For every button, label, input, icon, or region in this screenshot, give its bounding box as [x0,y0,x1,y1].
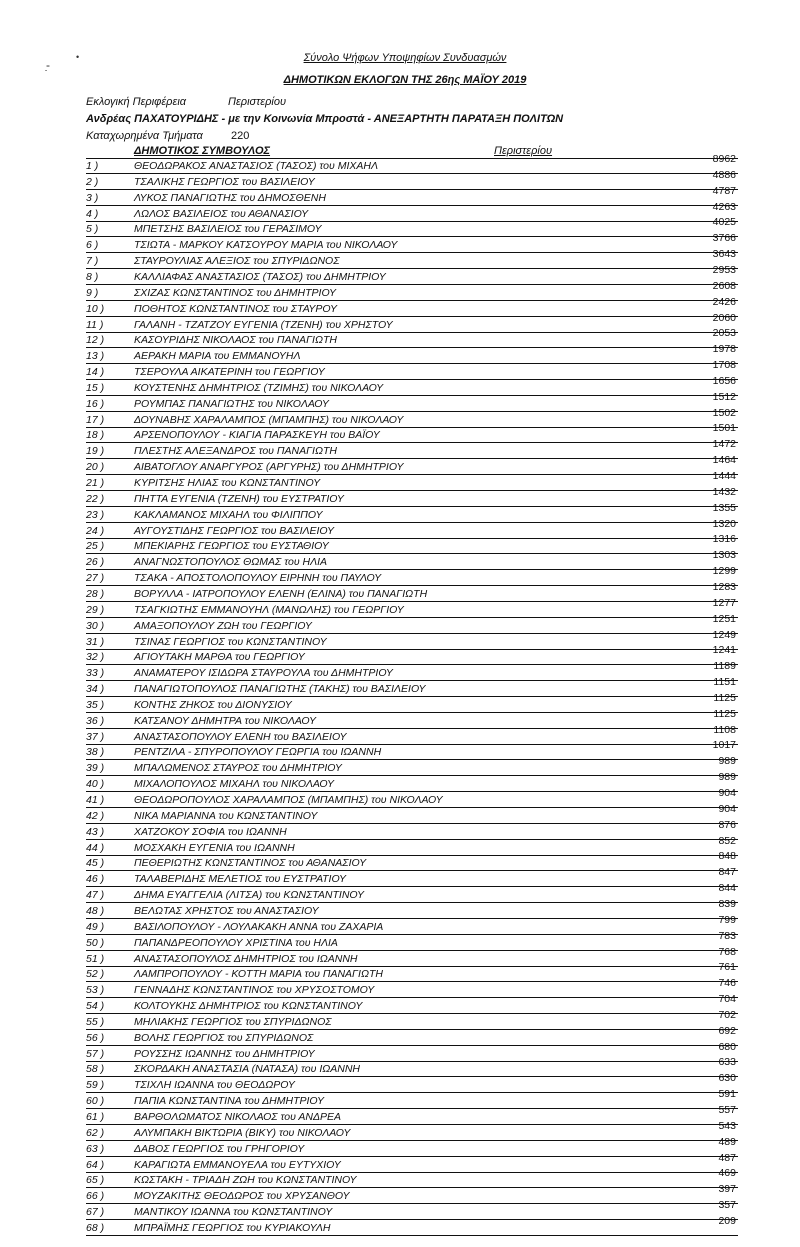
row-rank: 49 ) [86,920,105,933]
row-rank: 64 ) [86,1158,105,1171]
vote-count: 1978 [712,343,736,356]
vote-count: 989 [718,771,736,784]
vote-count: 4787 [712,184,736,197]
table-row [86,327,738,348]
table-row [86,248,738,269]
table-row [86,279,738,301]
row-rank: 43 ) [86,825,105,838]
vote-count: 1444 [712,470,736,482]
vote-count: 1125 [713,707,736,720]
sections-label: Καταχωρημένα Τμήματα [86,130,203,142]
candidate-name: ΤΣΑΛΙΚΗΣ ΓΕΩΡΓΙΟΣ του ΒΑΣΙΛΕΙΟΥ [134,175,315,188]
table-row [86,1199,738,1220]
candidate-name: ΑΥΓΟΥΣΤΙΔΗΣ ΓΕΩΡΓΙΟΣ του ΒΑΣΙΛΕΙΟΥ [134,524,335,537]
row-rank: 59 ) [86,1079,105,1092]
candidate-name: ΚΑΣΟΥΡΙΔΗΣ ΝΙΚΟΛΑΟΣ του ΠΑΝΑΓΙΩΤΗ [134,334,337,347]
row-rank: 57 ) [86,1047,105,1060]
candidate-name: ΚΑΤΣΑΝΟΥ ΔΗΜΗΤΡΑ του ΝΙΚΟΛΑΟΥ [134,714,316,727]
vote-count: 1432 [712,485,736,498]
candidate-name: ΠΕΘΕΡΙΩΤΗΣ ΚΩΝΣΤΑΝΤΙΝΟΣ του ΑΘΑΝΑΣΙΟΥ [134,857,367,870]
row-rank: 62 ) [86,1126,105,1139]
candidate-name: ΚΟΥΣΤΕΝΗΣ ΔΗΜΗΤΡΙΟΣ (ΤΖΙΜΗΣ) του ΝΙΚΟΛΑΟΥ [134,381,384,394]
vote-count: 1249 [712,628,736,641]
row-rank: 5 ) [86,223,99,236]
candidate-name: ΛΑΜΠΡΟΠΟΥΛΟΥ - ΚΟΤΤΗ ΜΑΡΙΑ του ΠΑΝΑΓΙΩΤΗ [134,968,383,981]
vote-count: 2053 [712,327,736,340]
vote-count: 469 [718,1167,736,1180]
candidate-name: ΚΩΣΤΑΚΗ - ΤΡΙΑΔΗ ΖΩΗ του ΚΩΝΣΤΑΝΤΙΝΟΥ [134,1174,357,1187]
vote-count: 844 [718,882,736,895]
candidate-name: ΑΡΣΕΝΟΠΟΥΛΟΥ - ΚΙΑΓΙΑ ΠΑΡΑΣΚΕΥΗ του ΒΑΪΟΥ [134,429,380,442]
table-row [86,263,738,285]
table-row [86,818,738,840]
candidate-name: ΑΓΙΟΥΤΑΚΗ ΜΑΡΘΑ του ΓΕΩΡΓΙΟΥ [134,651,305,664]
vote-count: 4263 [712,200,736,213]
table-row [86,1072,738,1093]
scan-mark: • [76,52,80,62]
table-row [86,184,738,206]
vote-count: 1303 [712,549,736,562]
candidate-name: ΒΑΡΘΟΛΩΜΑΤΟΣ ΝΙΚΟΛΑΟΣ του ΑΝΔΡΕΑ [134,1111,342,1123]
vote-count: 1502 [712,406,736,419]
row-rank: 54 ) [86,1000,105,1013]
scan-mark: -̣ [46,58,50,72]
candidate-name: ΛΥΚΟΣ ΠΑΝΑΓΙΩΤΗΣ του ΔΗΜΟΣΘΕΝΗ [134,191,326,204]
row-rank: 41 ) [86,794,105,806]
vote-count: 876 [718,818,736,831]
vote-count: 839 [718,897,736,910]
candidate-name: ΜΠΕΤΣΗΣ ΒΑΣΙΛΕΙΟΣ του ΓΕΡΑΣΙΜΟΥ [134,223,322,236]
table-row [86,470,738,491]
vote-count: 357 [718,1199,736,1212]
vote-count: 3766 [712,232,736,245]
row-rank: 55 ) [86,1015,105,1028]
row-rank: 14 ) [86,366,105,379]
vote-count: 1125 [713,691,736,704]
row-rank: 46 ) [86,873,105,886]
table-row [86,216,738,237]
vote-count: 1277 [712,596,736,609]
vote-count: 904 [718,787,736,799]
row-rank: 63 ) [86,1142,105,1155]
row-rank: 39 ) [86,762,105,775]
table-row [86,802,738,824]
vote-count: 591 [718,1088,736,1101]
row-rank: 35 ) [86,698,105,711]
vote-count: 4025 [712,216,736,229]
table-row [86,660,738,681]
table-row [86,374,738,396]
candidate-name: ΧΑΤΖΟΚΟΥ ΣΟΦΙΑ του ΙΩΑΝΝΗ [134,825,287,838]
table-row [86,755,738,776]
candidate-name: ΤΣΙΧΛΗ ΙΩΑΝΝΑ του ΘΕΟΔΩΡΟΥ [134,1079,295,1092]
row-rank: 38 ) [86,746,105,759]
table-row [86,596,738,618]
vote-count: 8962 [712,153,736,165]
row-rank: 37 ) [86,730,105,743]
table-row [86,707,738,729]
candidate-name: ΚΑΚΛΑΜΑΝΟΣ ΜΙΧΑΗΛ του ΦΙΛΙΠΠΟΥ [134,508,323,521]
candidate-name: ΠΛΕΣΤΗΣ ΑΛΕΞΑΝΔΡΟΣ του ΠΑΝΑΓΙΩΤΗ [134,445,337,458]
candidate-name: ΓΑΛΑΝΗ - ΤΖΑΤΖΟΥ ΕΥΓΕΝΙΑ (ΤΖΕΝΗ) του ΧΡΗΣΤΟΥ [134,318,393,331]
vote-count: 746 [718,977,736,990]
candidate-name: ΓΕΝΝΑΔΗΣ ΚΩΝΣΤΑΝΤΙΝΟΣ του ΧΡΥΣΟΣΤΟΜΟΥ [134,984,375,997]
table-row [86,691,738,713]
row-rank: 60 ) [86,1095,105,1108]
candidate-name: ΜΙΧΑΛΟΠΟΥΛΟΣ ΜΙΧΑΗΛ του ΝΙΚΟΛΑΟΥ [134,778,334,791]
row-rank: 56 ) [86,1031,105,1044]
table-row [86,200,738,222]
candidate-name: ΚΥΡΙΤΣΗΣ ΗΛΙΑΣ του ΚΩΝΣΤΑΝΤΙΝΟΥ [134,477,321,489]
candidate-name: ΑΝΑΓΝΩΣΤΟΠΟΥΛΟΣ ΘΩΜΑΣ του ΗΛΙΑ [134,556,328,569]
vote-count: 397 [718,1183,736,1196]
table-row [86,612,738,634]
row-rank: 27 ) [86,572,105,585]
vote-count: 2060 [712,311,736,324]
vote-count: 1316 [712,533,736,546]
vote-count: 692 [718,1024,736,1037]
table-row [86,929,738,951]
row-rank: 19 ) [86,445,105,458]
candidate-name: ΑΝΑΣΤΑΣΟΠΟΥΛΟΣ ΔΗΜΗΤΡΙΟΣ του ΙΩΑΝΝΗ [134,952,358,965]
row-rank: 29 ) [86,603,105,616]
candidate-name: ΜΠΡΑΪΜΗΣ ΓΕΩΡΓΙΟΣ του ΚΥΡΙΑΚΟΥΛΗ [134,1221,331,1234]
row-rank: 36 ) [86,714,105,727]
row-rank: 25 ) [86,540,105,553]
table-row [86,723,738,745]
row-rank: 22 ) [86,492,105,505]
column-header-councillor: ΔΗΜΟΤΙΚΟΣ ΣΥΜΒΟΥΛΟΣ [134,145,271,157]
table-row [86,1104,738,1125]
candidate-name: ΣΧΙΖΑΣ ΚΩΝΣΤΑΝΤΙΝΟΣ του ΔΗΜΗΤΡΙΟΥ [134,286,337,299]
table-row [86,787,738,808]
row-rank: 16 ) [86,397,105,410]
row-rank: 1 ) [86,160,99,172]
vote-count: 2426 [712,295,736,308]
vote-count: 848 [718,850,736,863]
vote-count: 1108 [713,723,736,736]
table-row [86,961,738,982]
row-rank: 3 ) [86,191,99,204]
row-rank: 18 ) [86,429,105,442]
document-title: Σύνολο Ψήφων Υποψηφίων Συνδυασμών [303,52,507,64]
candidate-name: ΜΠΕΚΙΑΡΗΣ ΓΕΩΡΓΙΟΣ του ΕΥΣΤΑΘΙΟΥ [134,540,329,553]
party-line: Ανδρέας ΠΑΧΑΤΟΥΡΙΔΗΣ - με την Κοινωνία Μπροστά - ΑΝΕΞΑΡΤΗΤΗ ΠΑΡΑΤΑΞΗ ΠΟΛΙΤΩΝ [86,113,564,125]
table-row [86,517,738,539]
vote-count: 989 [718,755,736,768]
table-row [86,676,738,697]
row-rank: 17 ) [86,413,105,426]
vote-count: 487 [718,1151,736,1164]
table-row [86,1135,738,1157]
vote-count: 1472 [712,438,736,451]
row-rank: 32 ) [86,651,105,664]
candidate-name: ΚΑΡΑΓΙΩΤΑ ΕΜΜΑΝΟΥΕΛΑ του ΕΥΤΥΧΙΟΥ [134,1158,341,1171]
candidate-name: ΠΟΘΗΤΟΣ ΚΩΝΣΤΑΝΤΙΝΟΣ του ΣΤΑΥΡΟΥ [134,302,338,315]
candidate-name: ΠΗΤΤΑ ΕΥΓΕΝΙΑ (ΤΖΕΝΗ) του ΕΥΣΤΡΑΤΙΟΥ [134,492,344,505]
table-row [86,422,738,443]
candidate-name: ΡΟΥΣΣΗΣ ΙΩΑΝΝΗΣ του ΔΗΜΗΤΡΙΟΥ [134,1047,315,1060]
row-rank: 66 ) [86,1190,105,1203]
candidate-name: ΛΩΛΟΣ ΒΑΣΙΛΕΙΟΣ του ΑΘΑΝΑΣΙΟΥ [134,207,309,220]
row-rank: 11 ) [86,318,104,331]
row-rank: 67 ) [86,1206,105,1219]
vote-count: 680 [718,1040,736,1053]
row-rank: 9 ) [86,286,99,299]
vote-count: 702 [718,1008,736,1021]
row-rank: 65 ) [86,1174,105,1187]
table-row [86,359,738,380]
row-rank: 2 ) [86,175,99,188]
vote-count: 489 [718,1135,736,1148]
row-rank: 7 ) [86,255,99,268]
candidate-name: ΔΗΜΑ ΕΥΑΓΓΕΛΙΑ (ΛΙΤΣΑ) του ΚΩΝΣΤΑΝΤΙΝΟΥ [134,889,365,902]
table-row [86,1056,738,1077]
table-row [86,945,738,967]
table-row [86,343,738,364]
vote-count: 904 [718,802,736,815]
table-row [86,897,738,919]
row-rank: 51 ) [86,952,105,965]
vote-count: 1251 [712,612,736,625]
table-row [86,485,738,507]
row-rank: 12 ) [86,334,105,347]
row-rank: 61 ) [86,1111,105,1123]
table-row [86,549,738,570]
table-row [86,1119,738,1141]
table-row [86,153,738,174]
table-row [86,850,738,871]
vote-count: 1355 [712,501,736,514]
row-rank: 58 ) [86,1063,105,1076]
vote-count: 1283 [712,580,736,593]
row-rank: 8 ) [86,270,99,283]
row-rank: 52 ) [86,968,105,981]
sections-value: 220 [231,130,250,142]
row-rank: 40 ) [86,778,105,791]
candidate-name: ΜΑΝΤΙΚΟΥ ΙΩΑΝΝΑ του ΚΩΝΣΤΑΝΤΙΝΟΥ [134,1206,333,1219]
vote-count: 761 [718,961,736,974]
table-row [86,993,738,1014]
candidate-name: ΣΤΑΥΡΟΥΛΙΑΣ ΑΛΕΞΙΟΣ του ΣΠΥΡΙΔΩΝΟΣ [134,255,340,268]
candidate-name: ΜΟΥΖΑΚΙΤΗΣ ΘΕΟΔΩΡΟΣ του ΧΡΥΣΑΝΘΟΥ [134,1190,350,1203]
row-rank: 30 ) [86,619,105,632]
candidate-name: ΤΣΙΩΤΑ - ΜΑΡΚΟΥ ΚΑΤΣΟΥΡΟΥ ΜΑΡΙΑ του ΝΙΚΟΛΑΟΥ [134,239,398,252]
candidate-name: ΒΟΡΥΛΛΑ - ΙΑΤΡΟΠΟΥΛΟΥ ΕΛΕΝΗ (ΕΛΙΝΑ) του ΠΑΝΑΓΙΩΤΗ [134,587,428,600]
vote-count: 4886 [712,168,736,181]
candidate-name: ΠΑΠΙΑ ΚΩΝΣΤΑΝΤΙΝΑ του ΔΗΜΗΤΡΙΟΥ [134,1095,325,1108]
table-row [86,168,738,190]
candidate-name: ΔΟΥΝΑΒΗΣ ΧΑΡΑΛΑΜΠΟΣ (ΜΠΑΜΠΗΣ) του ΝΙΚΟΛΑΟΥ [134,413,404,426]
candidate-name: ΤΣΑΓΚΙΩΤΗΣ ΕΜΜΑΝΟΥΗΛ (ΜΑΝΩΛΗΣ) του ΓΕΩΡΓΙΟΥ [134,603,404,616]
row-rank: 45 ) [86,857,105,870]
candidate-name: ΑΙΒΑΤΟΓΛΟΥ ΑΝΑΡΓΥΡΟΣ (ΑΡΓΥΡΗΣ) του ΔΗΜΗΤΡΙΟΥ [134,461,404,474]
table-row [86,232,738,253]
table-row [86,501,738,523]
candidate-name: ΒΟΛΗΣ ΓΕΩΡΓΙΟΣ του ΣΠΥΡΙΔΩΝΟΣ [134,1031,314,1044]
region-value: Περιστερίου [228,96,287,108]
candidate-name: ΒΕΛΩΤΑΣ ΧΡΗΣΤΟΣ του ΑΝΑΣΤΑΣΙΟΥ [134,904,319,917]
row-rank: 42 ) [86,809,105,822]
vote-count: 1241 [712,644,736,657]
vote-count: 630 [718,1072,736,1085]
vote-count: 799 [718,913,736,926]
table-row [86,580,738,602]
row-rank: 53 ) [86,984,105,997]
vote-count: 1189 [713,660,736,673]
table-row [86,1024,738,1046]
candidate-name: ΘΕΟΔΩΡΟΠΟΥΛΟΣ ΧΑΡΑΛΑΜΠΟΣ (ΜΠΑΜΠΗΣ) του ΝΙΚΟΛΑΟΥ [134,794,443,806]
candidate-name: ΜΠΑΛΩΜΕΝΟΣ ΣΤΑΥΡΟΣ του ΔΗΜΗΤΡΙΟΥ [134,762,342,775]
table-row [86,1008,738,1030]
table-row [86,438,738,459]
region-label: Εκλογική Περιφέρεια [86,96,187,108]
candidate-name: ΑΝΑΣΤΑΣΟΠΟΥΛΟΥ ΕΛΕΝΗ του ΒΑΣΙΛΕΙΟΥ [134,730,347,743]
vote-count: 1017 [712,739,736,752]
row-rank: 48 ) [86,904,105,917]
row-rank: 34 ) [86,683,105,696]
candidate-name: ΡΕΝΤΖΙΛΑ - ΣΠΥΡΟΠΟΥΛΟΥ ΓΕΩΡΓΙΑ του ΙΩΑΝΝΗ [134,746,382,759]
row-rank: 26 ) [86,556,105,569]
table-row [86,311,738,333]
table-row [86,644,738,665]
vote-count: 783 [718,929,736,942]
vote-count: 1656 [712,374,736,387]
row-rank: 68 ) [86,1221,105,1234]
row-rank: 24 ) [86,524,105,537]
row-rank: 31 ) [86,635,105,648]
vote-count: 1464 [712,454,736,467]
candidate-name: ΤΣΙΝΑΣ ΓΕΩΡΓΙΟΣ του ΚΩΝΣΤΑΝΤΙΝΟΥ [134,635,327,648]
table-row [86,628,738,650]
candidate-name: ΜΟΣΧΑΚΗ ΕΥΓΕΝΙΑ του ΙΩΑΝΝΗ [134,841,295,854]
table-row [86,1167,738,1188]
candidate-name: ΣΚΟΡΔΑΚΗ ΑΝΑΣΤΑΣΙΑ (ΝΑΤΑΣΑ) του ΙΩΑΝΝΗ [134,1063,360,1076]
vote-count: 543 [718,1119,736,1132]
row-rank: 50 ) [86,936,105,949]
table-row [86,295,738,317]
candidate-name: ΑΝΑΜΑΤΕΡΟΥ ΙΣΙΔΩΡΑ ΣΤΑΥΡΟΥΛΑ του ΔΗΜΗΤΡΙΟΥ [134,667,393,680]
row-rank: 28 ) [86,587,105,600]
candidate-name: ΜΗΛΙΑΚΗΣ ΓΕΩΡΓΙΟΣ του ΣΠΥΡΙΔΩΝΟΣ [134,1015,332,1028]
table-row [86,1214,738,1236]
vote-count: 847 [718,866,736,879]
candidate-name: ΠΑΝΑΓΙΩΤΟΠΟΥΛΟΣ ΠΑΝΑΓΙΩΤΗΣ (ΤΑΚΗΣ) του ΒΑΣΙΛΕΙΟΥ [134,683,426,696]
candidate-name: ΚΑΛΛΙΑΦΑΣ ΑΝΑΣΤΑΣΙΟΣ (ΤΑΣΟΣ) του ΔΗΜΗΤΡΙΟΥ [134,270,386,283]
row-rank: 20 ) [86,461,105,474]
candidate-name: ΚΟΛΤΟΥΚΗΣ ΔΗΜΗΤΡΙΟΣ του ΚΩΝΣΤΑΝΤΙΝΟΥ [134,1000,363,1013]
table-row [86,1088,738,1109]
row-rank: 47 ) [86,889,105,902]
row-rank: 6 ) [86,239,99,252]
vote-count: 2953 [712,263,736,276]
row-rank: 13 ) [86,350,105,363]
vote-count: 633 [718,1056,736,1069]
candidate-name: ΔΑΒΟΣ ΓΕΩΡΓΙΟΣ του ΓΡΗΓΟΡΙΟΥ [134,1142,305,1155]
candidate-name: ΤΣΕΡΟΥΛΑ ΑΙΚΑΤΕΡΙΝΗ του ΓΕΩΡΓΙΟΥ [134,366,325,379]
vote-count: 3643 [712,248,736,261]
candidate-name: ΤΑΛΑΒΕΡΙΔΗΣ ΜΕΛΕΤΙΟΣ του ΕΥΣΤΡΑΤΙΟΥ [134,873,347,886]
row-rank: 23 ) [86,508,105,521]
row-rank: 44 ) [86,841,105,854]
document-subtitle: ΔΗΜΟΤΙΚΩΝ ΕΚΛΟΓΩΝ ΤΗΣ 26ης ΜΑΪΟΥ 2019 [283,74,527,86]
candidate-name: ΑΕΡΑΚΗ ΜΑΡΙΑ του ΕΜΜΑΝΟΥΗΛ [134,350,301,363]
table-row [86,390,738,412]
table-row [86,771,738,792]
candidate-name: ΒΑΣΙΛΟΠΟΥΛΟΥ - ΛΟΥΛΑΚΑΚΗ ΑΝΝΑ του ΖΑΧΑΡΙΑ [134,920,384,933]
table-row [86,834,738,856]
candidate-name: ΝΙΚΑ ΜΑΡΙΑΝΝΑ του ΚΩΝΣΤΑΝΤΙΝΟΥ [134,809,318,822]
vote-count: 1320 [712,517,736,530]
vote-count: 2608 [712,279,736,292]
vote-count: 1512 [712,390,736,403]
candidate-name: ΚΟΝΤΗΣ ΖΗΚΟΣ του ΔΙΟΝΥΣΙΟΥ [134,698,292,711]
table-row [86,454,738,475]
vote-count: 704 [718,993,736,1006]
row-rank: 10 ) [86,302,105,315]
table-row [86,882,738,903]
candidate-name: ΡΟΥΜΠΑΣ ΠΑΝΑΓΙΩΤΗΣ του ΝΙΚΟΛΑΟΥ [134,397,329,410]
column-header-location: Περιστερίου [494,145,553,157]
row-rank: 33 ) [86,667,105,680]
table-row [86,565,738,586]
candidate-name: ΤΣΑΚΑ - ΑΠΟΣΤΟΛΟΠΟΥΛΟΥ ΕΙΡΗΝΗ του ΠΑΥΛΟΥ [134,572,382,585]
vote-count: 1151 [713,676,736,689]
table-row [86,533,738,554]
table-row [86,913,738,935]
candidate-name: ΑΜΑΞΟΠΟΥΛΟΥ ΖΩΗ του ΓΕΩΡΓΙΟΥ [134,619,312,632]
vote-count: 209 [718,1214,736,1227]
row-rank: 15 ) [86,381,105,394]
row-rank: 4 ) [86,207,99,220]
vote-count: 1299 [712,565,736,578]
vote-count: 1708 [712,359,736,372]
table-row [86,1183,738,1204]
table-row [86,1040,738,1062]
table-row [86,739,738,760]
vote-count: 852 [718,834,736,847]
table-row [86,977,738,998]
table-row [86,406,738,428]
candidate-name: ΑΛΥΜΠΑΚΗ ΒΙΚΤΩΡΙΑ (ΒΙΚΥ) του ΝΙΚΟΛΑΟΥ [134,1126,351,1139]
vote-count: 768 [718,945,736,958]
row-rank: 21 ) [86,477,105,489]
table-row [86,866,738,887]
table-row [86,1151,738,1173]
candidate-name: ΠΑΠΑΝΔΡΕΟΠΟΥΛΟΥ ΧΡΙΣΤΙΝΑ του ΗΛΙΑ [134,936,338,949]
vote-count: 557 [718,1104,736,1116]
vote-count: 1501 [712,422,736,435]
candidate-name: ΘΕΟΔΩΡΑΚΟΣ ΑΝΑΣΤΑΣΙΟΣ (ΤΑΣΟΣ) του ΜΙΧΑΗΛ [134,160,378,172]
